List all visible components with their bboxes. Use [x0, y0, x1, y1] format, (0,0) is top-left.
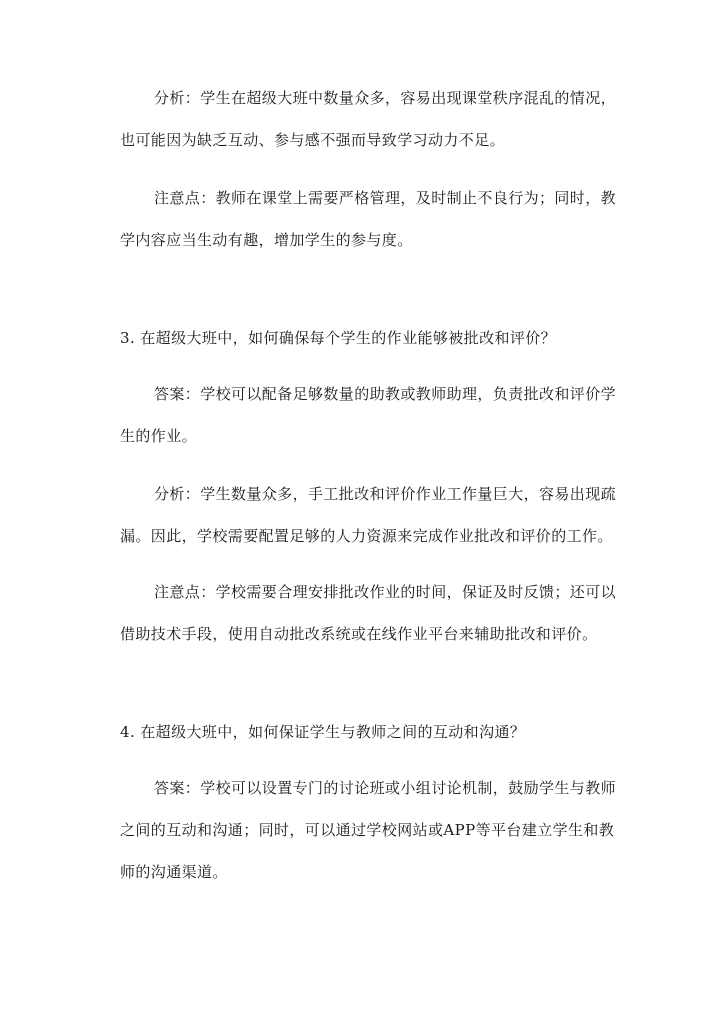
- text-line: 生的作业。: [120, 427, 198, 445]
- question-4-heading: 4. 在超级大班中，如何保证学生与教师之间的互动和沟通？: [120, 723, 526, 741]
- text-line: 答案：学校可以设置专门的讨论班或小组讨论机制，鼓励学生与教师: [154, 779, 617, 797]
- text-line: 分析：学生数量众多，手工批改和评价作业工作量巨大，容易出现疏: [154, 485, 617, 503]
- analysis-paragraph-3: [86, 473, 634, 557]
- text-line: 也可能因为缺乏互动、参与感不强而导致学习动力不足。: [120, 131, 506, 149]
- text-line: 分析：学生在超级大班中数量众多，容易出现课堂秩序混乱的情况，: [154, 89, 617, 107]
- answer-paragraph-3: [86, 373, 634, 457]
- text-line: 师的沟通渠道。: [120, 863, 228, 881]
- text-line: 答案：学校可以配备足够数量的助教或教师助理，负责批改和评价学: [154, 385, 617, 403]
- answer-paragraph-4: [86, 767, 634, 893]
- note-paragraph-1: [86, 177, 634, 261]
- text-line: 注意点：学校需要合理安排批改作业的时间，保证及时反馈；还可以: [154, 583, 617, 601]
- text-line: 借助技术手段，使用自动批改系统或在线作业平台来辅助批改和评价。: [120, 625, 598, 643]
- question-3-heading: 3. 在超级大班中，如何确保每个学生的作业能够被批改和评价？: [120, 329, 557, 347]
- text-line: 注意点：教师在课堂上需要严格管理，及时制止不良行为；同时，教: [154, 189, 617, 207]
- note-paragraph-3: [86, 571, 634, 655]
- analysis-paragraph-1: [86, 77, 634, 161]
- text-line: 学内容应当生动有趣，增加学生的参与度。: [120, 231, 413, 249]
- text-line: 之间的互动和沟通；同时，可以通过学校网站或APP等平台建立学生和教: [120, 821, 615, 839]
- text-line: 漏。因此，学校需要配置足够的人力资源来完成作业批改和评价的工作。: [120, 527, 613, 545]
